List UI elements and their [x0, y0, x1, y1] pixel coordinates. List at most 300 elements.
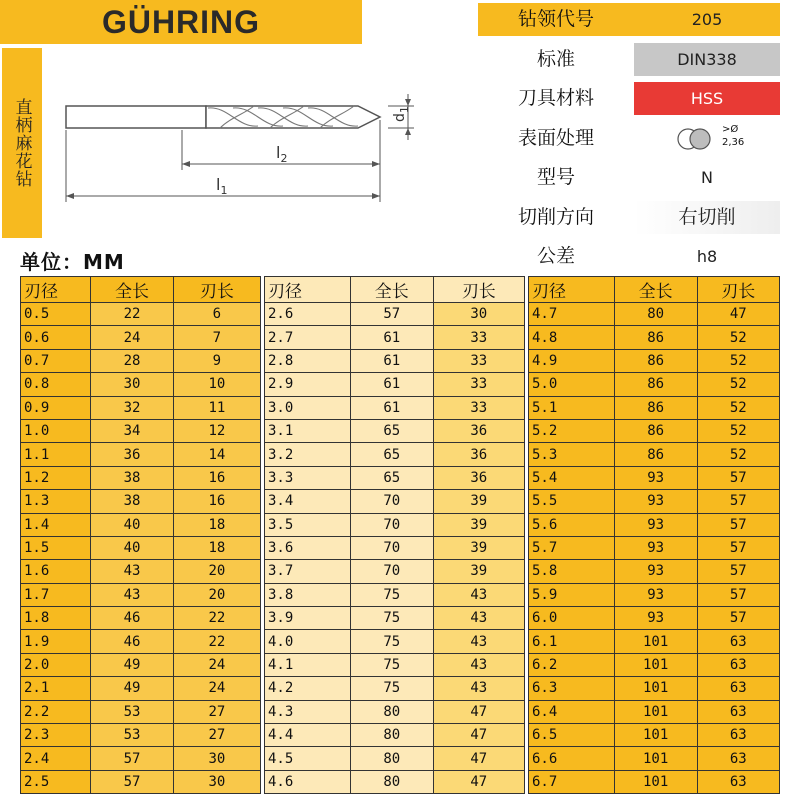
- diameter-cell: 0.5: [21, 303, 91, 326]
- overall-length-cell: 38: [91, 466, 173, 489]
- table-row: [529, 700, 780, 723]
- overall-length-cell: 49: [91, 677, 173, 700]
- overall-length-cell: 24: [91, 326, 173, 349]
- table-row: [265, 419, 525, 442]
- flute-length-cell: 47: [433, 770, 524, 793]
- overall-length-cell: 65: [350, 443, 433, 466]
- table-row: [265, 630, 525, 653]
- diameter-cell: 1.5: [21, 536, 91, 559]
- overall-length-cell: 93: [614, 513, 697, 536]
- overall-length-cell: 101: [614, 700, 697, 723]
- overall-length-cell: 57: [91, 747, 173, 770]
- table-row: [21, 560, 261, 583]
- table-row: [21, 583, 261, 606]
- flute-length-cell: 43: [433, 630, 524, 653]
- diameter-cell: 2.2: [21, 700, 91, 723]
- overall-length-cell: 40: [91, 536, 173, 559]
- diameter-cell: 6.2: [529, 653, 615, 676]
- diameter-cell: 6.7: [529, 770, 615, 793]
- l2-label: $l_2$: [276, 143, 288, 165]
- table-row: [529, 466, 780, 489]
- coating-icon: [676, 127, 716, 151]
- overall-length-cell: 101: [614, 630, 697, 653]
- table-row: [265, 747, 525, 770]
- overall-length-cell: 101: [614, 677, 697, 700]
- table-row: [21, 326, 261, 349]
- table-row: [529, 747, 780, 770]
- table-row: [265, 326, 525, 349]
- overall-length-cell: 46: [91, 630, 173, 653]
- flute-length-cell: 43: [433, 677, 524, 700]
- diameter-cell: 5.9: [529, 583, 615, 606]
- table-row: [21, 490, 261, 513]
- overall-length-cell: 75: [350, 630, 433, 653]
- spec-value: 右切削: [634, 201, 780, 234]
- diameter-cell: 3.1: [265, 419, 351, 442]
- table-row: [265, 677, 525, 700]
- spec-value: HSS: [634, 82, 780, 115]
- flute-length-cell: 10: [173, 373, 260, 396]
- table-header-row: [21, 277, 261, 303]
- column-header: 刃长: [697, 277, 779, 303]
- flute-length-cell: 63: [697, 724, 779, 747]
- spec-row-type: [478, 158, 780, 198]
- table-row: [21, 443, 261, 466]
- overall-length-cell: 93: [614, 490, 697, 513]
- flute-length-cell: 20: [173, 583, 260, 606]
- overall-length-cell: 53: [91, 700, 173, 723]
- overall-length-cell: 28: [91, 349, 173, 372]
- diameter-cell: 3.5: [265, 513, 351, 536]
- flute-length-cell: 63: [697, 747, 779, 770]
- flute-length-cell: 52: [697, 373, 779, 396]
- diameter-cell: 2.0: [21, 653, 91, 676]
- overall-length-cell: 49: [91, 653, 173, 676]
- overall-length-cell: 30: [91, 373, 173, 396]
- table-row: [529, 373, 780, 396]
- flute-length-cell: 52: [697, 326, 779, 349]
- table-row: [21, 536, 261, 559]
- size-table-2: [264, 276, 525, 794]
- table-row: [21, 607, 261, 630]
- overall-length-cell: 61: [350, 396, 433, 419]
- table-row: [529, 513, 780, 536]
- flute-length-cell: 9: [173, 349, 260, 372]
- column-header: 刃径: [265, 277, 351, 303]
- overall-length-cell: 80: [350, 724, 433, 747]
- diameter-cell: 4.4: [265, 724, 351, 747]
- diameter-cell: 6.6: [529, 747, 615, 770]
- diameter-cell: 4.9: [529, 349, 615, 372]
- table-row: [529, 677, 780, 700]
- flute-length-cell: 52: [697, 443, 779, 466]
- overall-length-cell: 40: [91, 513, 173, 536]
- table-row: [21, 513, 261, 536]
- diameter-cell: 5.5: [529, 490, 615, 513]
- size-table-3: [528, 276, 780, 794]
- flute-length-cell: 47: [433, 700, 524, 723]
- table-row: [265, 653, 525, 676]
- overall-length-cell: 80: [350, 747, 433, 770]
- flute-length-cell: 52: [697, 419, 779, 442]
- spec-table: [478, 0, 780, 277]
- spec-row-direction: [478, 198, 780, 238]
- diameter-cell: 6.3: [529, 677, 615, 700]
- overall-length-cell: 101: [614, 724, 697, 747]
- overall-length-cell: 65: [350, 419, 433, 442]
- table-row: [265, 349, 525, 372]
- table-row: [529, 583, 780, 606]
- flute-length-cell: 30: [433, 303, 524, 326]
- flute-length-cell: 24: [173, 677, 260, 700]
- overall-length-cell: 65: [350, 466, 433, 489]
- table-row: [529, 349, 780, 372]
- overall-length-cell: 70: [350, 536, 433, 559]
- diameter-cell: 0.7: [21, 349, 91, 372]
- overall-length-cell: 46: [91, 607, 173, 630]
- diameter-cell: 4.2: [265, 677, 351, 700]
- overall-length-cell: 36: [91, 443, 173, 466]
- table-row: [529, 419, 780, 442]
- spec-label: 表面处理: [517, 126, 594, 149]
- spec-row-coating: [478, 119, 780, 159]
- table-row: [21, 466, 261, 489]
- flute-length-cell: 39: [433, 536, 524, 559]
- diameter-cell: 5.2: [529, 419, 615, 442]
- flute-length-cell: 36: [433, 466, 524, 489]
- diameter-cell: 4.8: [529, 326, 615, 349]
- diameter-cell: 6.0: [529, 607, 615, 630]
- diameter-cell: 6.5: [529, 724, 615, 747]
- table-row: [529, 326, 780, 349]
- diameter-cell: 4.0: [265, 630, 351, 653]
- flute-length-cell: 33: [433, 396, 524, 419]
- overall-length-cell: 86: [614, 419, 697, 442]
- table-row: [265, 443, 525, 466]
- overall-length-cell: 86: [614, 326, 697, 349]
- overall-length-cell: 22: [91, 303, 173, 326]
- drill-shank: [66, 106, 206, 128]
- spec-row-code: [478, 0, 780, 40]
- table-row: [265, 513, 525, 536]
- diameter-cell: 1.6: [21, 560, 91, 583]
- coating-value: [634, 122, 780, 155]
- diameter-cell: 2.4: [21, 747, 91, 770]
- table-row: [529, 490, 780, 513]
- diameter-cell: 1.7: [21, 583, 91, 606]
- flute-length-cell: 18: [173, 513, 260, 536]
- overall-length-cell: 101: [614, 747, 697, 770]
- overall-length-cell: 61: [350, 373, 433, 396]
- flute-length-cell: 12: [173, 419, 260, 442]
- table-row: [529, 443, 780, 466]
- overall-length-cell: 57: [91, 770, 173, 793]
- flute-length-cell: 52: [697, 349, 779, 372]
- table-row: [265, 770, 525, 793]
- flute-length-cell: 7: [173, 326, 260, 349]
- spec-row-standard: [478, 40, 780, 80]
- diameter-cell: 3.7: [265, 560, 351, 583]
- flute-length-cell: 18: [173, 536, 260, 559]
- diameter-cell: 1.0: [21, 419, 91, 442]
- table-row: [265, 396, 525, 419]
- column-header: 全长: [350, 277, 433, 303]
- overall-length-cell: 101: [614, 653, 697, 676]
- overall-length-cell: 70: [350, 490, 433, 513]
- table-row: [265, 536, 525, 559]
- table-row: [529, 770, 780, 793]
- flute-length-cell: 57: [697, 536, 779, 559]
- coating-threshold: >Ø: [722, 123, 739, 135]
- table-row: [21, 653, 261, 676]
- flute-length-cell: 47: [433, 747, 524, 770]
- overall-length-cell: 70: [350, 513, 433, 536]
- table-row: [21, 677, 261, 700]
- column-header: 刃长: [173, 277, 260, 303]
- table-row: [21, 349, 261, 372]
- diameter-cell: 3.4: [265, 490, 351, 513]
- diameter-cell: 1.8: [21, 607, 91, 630]
- diameter-cell: 4.1: [265, 653, 351, 676]
- diameter-cell: 3.8: [265, 583, 351, 606]
- brand-logo: GÜHRING: [101, 4, 261, 40]
- overall-length-cell: 93: [614, 583, 697, 606]
- diameter-cell: 4.5: [265, 747, 351, 770]
- table-row: [265, 466, 525, 489]
- spec-row-tolerance: [478, 237, 780, 277]
- diameter-cell: 3.3: [265, 466, 351, 489]
- diameter-cell: 2.8: [265, 349, 351, 372]
- table-row: [529, 607, 780, 630]
- flute-length-cell: 57: [697, 560, 779, 583]
- table-row: [21, 747, 261, 770]
- diameter-cell: 1.4: [21, 513, 91, 536]
- table-row: [265, 607, 525, 630]
- overall-length-cell: 101: [614, 770, 697, 793]
- flute-length-cell: 63: [697, 700, 779, 723]
- table-row: [21, 700, 261, 723]
- overall-length-cell: 75: [350, 653, 433, 676]
- diameter-cell: 6.1: [529, 630, 615, 653]
- overall-length-cell: 43: [91, 560, 173, 583]
- table-row: [21, 396, 261, 419]
- diameter-cell: 1.2: [21, 466, 91, 489]
- flute-length-cell: 27: [173, 700, 260, 723]
- flute-length-cell: 39: [433, 513, 524, 536]
- unit-label: 单位：MM: [20, 250, 125, 274]
- table-header-row: [529, 277, 780, 303]
- spec-label: 刀具材料: [517, 87, 594, 109]
- overall-length-cell: 53: [91, 724, 173, 747]
- table-header-row: [265, 277, 525, 303]
- diameter-cell: 3.6: [265, 536, 351, 559]
- flute-length-cell: 27: [173, 724, 260, 747]
- diameter-cell: 2.6: [265, 303, 351, 326]
- overall-length-cell: 93: [614, 607, 697, 630]
- column-header: 刃长: [433, 277, 524, 303]
- overall-length-cell: 93: [614, 536, 697, 559]
- table-row: [21, 303, 261, 326]
- overall-length-cell: 32: [91, 396, 173, 419]
- table-row: [265, 583, 525, 606]
- coating-threshold-value: 2,36: [722, 136, 745, 148]
- overall-length-cell: 38: [91, 490, 173, 513]
- diameter-cell: 6.4: [529, 700, 615, 723]
- diameter-cell: 5.8: [529, 560, 615, 583]
- table-row: [529, 653, 780, 676]
- flute-length-cell: 33: [433, 349, 524, 372]
- flute-length-cell: 57: [697, 466, 779, 489]
- table-row: [265, 724, 525, 747]
- flute-length-cell: 43: [433, 607, 524, 630]
- flute-length-cell: 20: [173, 560, 260, 583]
- overall-length-cell: 34: [91, 419, 173, 442]
- flute-length-cell: 63: [697, 630, 779, 653]
- overall-length-cell: 61: [350, 326, 433, 349]
- diameter-cell: 1.1: [21, 443, 91, 466]
- overall-length-cell: 43: [91, 583, 173, 606]
- flute-length-cell: 33: [433, 373, 524, 396]
- overall-length-cell: 75: [350, 583, 433, 606]
- diameter-cell: 2.3: [21, 724, 91, 747]
- flute-length-cell: 14: [173, 443, 260, 466]
- table-row: [529, 560, 780, 583]
- flute-length-cell: 30: [173, 747, 260, 770]
- column-header: 刃径: [21, 277, 91, 303]
- flute-length-cell: 22: [173, 630, 260, 653]
- flute-length-cell: 39: [433, 490, 524, 513]
- flute-length-cell: 16: [173, 466, 260, 489]
- table-row: [21, 373, 261, 396]
- overall-length-cell: 86: [614, 349, 697, 372]
- table-row: [529, 724, 780, 747]
- table-row: [265, 700, 525, 723]
- flute-length-cell: 43: [433, 583, 524, 606]
- diameter-cell: 2.9: [265, 373, 351, 396]
- flute-length-cell: 57: [697, 607, 779, 630]
- flute-length-cell: 11: [173, 396, 260, 419]
- spec-value: h8: [696, 247, 718, 266]
- overall-length-cell: 80: [350, 700, 433, 723]
- overall-length-cell: 86: [614, 396, 697, 419]
- overall-length-cell: 61: [350, 349, 433, 372]
- column-header: 全长: [614, 277, 697, 303]
- table-row: [21, 419, 261, 442]
- diameter-cell: 2.5: [21, 770, 91, 793]
- flute-length-cell: 16: [173, 490, 260, 513]
- flute-length-cell: 36: [433, 443, 524, 466]
- flute-length-cell: 30: [173, 770, 260, 793]
- spec-label: 钻领代号: [478, 3, 634, 36]
- overall-length-cell: 75: [350, 607, 433, 630]
- spec-value: DIN338: [634, 43, 780, 76]
- overall-length-cell: 93: [614, 560, 697, 583]
- diameter-cell: 2.7: [265, 326, 351, 349]
- overall-length-cell: 86: [614, 443, 697, 466]
- table-row: [265, 490, 525, 513]
- diameter-cell: 3.0: [265, 396, 351, 419]
- flute-length-cell: 63: [697, 770, 779, 793]
- table-row: [529, 303, 780, 326]
- flute-length-cell: 57: [697, 583, 779, 606]
- flute-length-cell: 63: [697, 653, 779, 676]
- flute-length-cell: 39: [433, 560, 524, 583]
- diameter-cell: 4.3: [265, 700, 351, 723]
- flute-length-cell: 47: [433, 724, 524, 747]
- diameter-cell: 3.2: [265, 443, 351, 466]
- overall-length-cell: 57: [350, 303, 433, 326]
- diameter-cell: 1.3: [21, 490, 91, 513]
- spec-row-material: [478, 79, 780, 119]
- diameter-cell: 4.6: [265, 770, 351, 793]
- table-row: [265, 373, 525, 396]
- overall-length-cell: 80: [614, 303, 697, 326]
- flute-length-cell: 6: [173, 303, 260, 326]
- flute-length-cell: 63: [697, 677, 779, 700]
- d1-label: $d_1$: [392, 106, 411, 122]
- spec-label: 标准: [536, 47, 575, 70]
- flute-length-cell: 52: [697, 396, 779, 419]
- table-row: [529, 396, 780, 419]
- spec-label: 公差: [536, 245, 575, 267]
- diameter-cell: 5.4: [529, 466, 615, 489]
- diameter-cell: 2.1: [21, 677, 91, 700]
- flute-length-cell: 57: [697, 490, 779, 513]
- diameter-cell: 0.6: [21, 326, 91, 349]
- flute-length-cell: 24: [173, 653, 260, 676]
- spec-value: N: [701, 168, 713, 187]
- table-row: [21, 770, 261, 793]
- table-row: [265, 560, 525, 583]
- overall-length-cell: 75: [350, 677, 433, 700]
- l1-label: $l_1$: [216, 175, 228, 197]
- overall-length-cell: 86: [614, 373, 697, 396]
- flute-length-cell: 57: [697, 513, 779, 536]
- overall-length-cell: 70: [350, 560, 433, 583]
- flute-length-cell: 47: [697, 303, 779, 326]
- spec-label: 切削方向: [517, 205, 594, 228]
- flute-length-cell: 43: [433, 653, 524, 676]
- overall-length-cell: 93: [614, 466, 697, 489]
- diameter-cell: 4.7: [529, 303, 615, 326]
- drill-diagram: [58, 74, 428, 214]
- size-table-1: [20, 276, 261, 794]
- diameter-cell: 5.0: [529, 373, 615, 396]
- spec-value: 205: [634, 3, 780, 36]
- flute-length-cell: 22: [173, 607, 260, 630]
- flute-length-cell: 36: [433, 419, 524, 442]
- diameter-cell: 5.6: [529, 513, 615, 536]
- diameter-cell: 5.1: [529, 396, 615, 419]
- side-label: 直柄麻花钻: [11, 98, 32, 188]
- table-row: [529, 536, 780, 559]
- flute-length-cell: 33: [433, 326, 524, 349]
- spec-label: 型号: [536, 166, 575, 188]
- table-row: [21, 724, 261, 747]
- diameter-cell: 5.7: [529, 536, 615, 559]
- table-row: [21, 630, 261, 653]
- diameter-cell: 5.3: [529, 443, 615, 466]
- overall-length-cell: 80: [350, 770, 433, 793]
- diameter-cell: 1.9: [21, 630, 91, 653]
- diameter-cell: 0.9: [21, 396, 91, 419]
- diameter-cell: 3.9: [265, 607, 351, 630]
- diameter-cell: 0.8: [21, 373, 91, 396]
- table-row: [265, 303, 525, 326]
- column-header: 全长: [91, 277, 173, 303]
- column-header: 刃径: [529, 277, 615, 303]
- table-row: [529, 630, 780, 653]
